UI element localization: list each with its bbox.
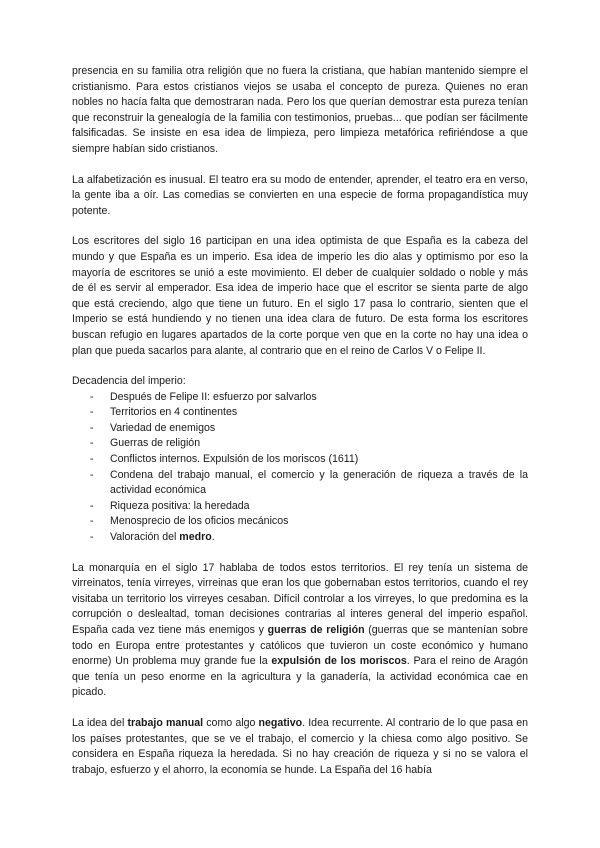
text-run: como algo — [203, 716, 259, 729]
paragraph-purity: presencia en su familia otra religión que no fuera la cristiana, que habían mantenido siempre el cristianismo. Para estos cristianos viejos se usaba el concepto de pureza. Quienes no eran nobles no hacía falta que demostraran nada. Pero los que querían demostrar esta pureza tenían que reconstruir la genealogía de la familia con testimonios, pruebas... que podían ser fácilmente falsificadas. Se insiste en esa idea de limpieza, pero limpieza metafórica refiriéndose a que siempre habían sido cristianos. — [72, 65, 528, 155]
list-item-text: Valoración del — [110, 531, 180, 544]
document-body — [72, 64, 528, 793]
bold-expulsion-moriscos: expulsión de los moriscos — [271, 655, 407, 668]
list-item: - Guerras de religión — [72, 436, 528, 452]
text-run: La monarquía en el siglo 17 hablaba de todos estos territorios. El rey tenía un sistema de virreinatos, tenía virreyes, virreinas que eran los que gobernaban estos territorios, cuando el rey visitaba un territorio los virreyes cesaban. Difícil controlar a los virreyes, lo que predomina es la corrupción o deslealtad, toman decisiones contrarias al interes general del imperio español. España cada vez tiene más enemigos y — [72, 561, 528, 636]
list-item: - Conflictos internos. Expulsión de los moriscos (1611) — [72, 452, 528, 468]
list-item: - Después de Felipe II: esfuerzo por salvarlos — [72, 390, 528, 406]
bold-negativo: negativo — [258, 716, 303, 729]
list-item: - Riqueza positiva: la heredada — [72, 499, 528, 515]
paragraph-writers: Los escritores del siglo 16 participan en una idea optimista de que España es la cabeza del mundo y que España es un imperio. Esa idea de imperio les dio alas y optimismo por eso la mayoría de escritores se unió a este movimiento. El deber de cualquier soldado o noble y más de él es servir al emperador. Esa idea de imperio hace que el escritor se sienta parte de algo que está creciendo, algo que tiene un futuro. En el siglo 17 pasa lo contrario, sienten que el Imperio se está hundiendo y no tienen una idea clara de futuro. De esta forma los escritores buscan refugio en lugares apartados de la corte porque ven que en la corte no hay una idea o plan que pueda sacarlos para alante, al contrario que en el reino de Carlos V o Felipe II. — [72, 235, 528, 357]
list-item: - Condena del trabajo manual, el comercio y la generación de riqueza a través de la actividad económica — [72, 468, 528, 499]
text-run: . Idea recurrente. Al contrario de lo que pasa en los países protestantes, que se ve el trabajo, el comercio y la chiesa como algo positivo. Se considera en España riqueza la heredada. Si no hay creación de riqueza y si no se valora el trabajo, esfuerzo y el ahorro, la economía se hunde. La España del 16 había — [72, 716, 528, 776]
list-item: - Territorios en 4 continentes — [72, 405, 528, 421]
list-item-text: . — [211, 531, 215, 544]
bold-trabajo-manual: trabajo manual — [127, 716, 204, 729]
bold-guerras-religion: guerras de religión — [267, 624, 365, 636]
paragraph-literacy: La alfabetización es inusual. El teatro era su modo de entender, aprender, el teatro era en verso, la gente iba a oír. Las comedias se convierten en una especie de forma propagandística muy potente. — [72, 173, 528, 217]
text-run: La idea del — [72, 716, 128, 729]
decadence-list-title: Decadencia del imperio: — [72, 375, 186, 388]
paragraph-monarchy — [72, 561, 528, 701]
text-run: (guerras que se mantenían sobre todo en Europa entre protestantes y católicos que tuvieron un coste económico y humano enorme) Un problema muy grande fue la — [72, 624, 528, 668]
text-run: . Para el reino de Aragón que tenía un peso enorme en la agricultura y la ganadería, la actividad económica cae en picado. — [72, 655, 528, 699]
bold-medro: medro — [179, 531, 212, 544]
paragraph-manual-work — [72, 716, 528, 778]
list-item-medro — [72, 530, 528, 546]
decadence-list — [72, 390, 528, 546]
list-item: - Variedad de enemigos — [72, 421, 528, 437]
list-item: - Menosprecio de los oficios mecánicos — [72, 514, 528, 530]
